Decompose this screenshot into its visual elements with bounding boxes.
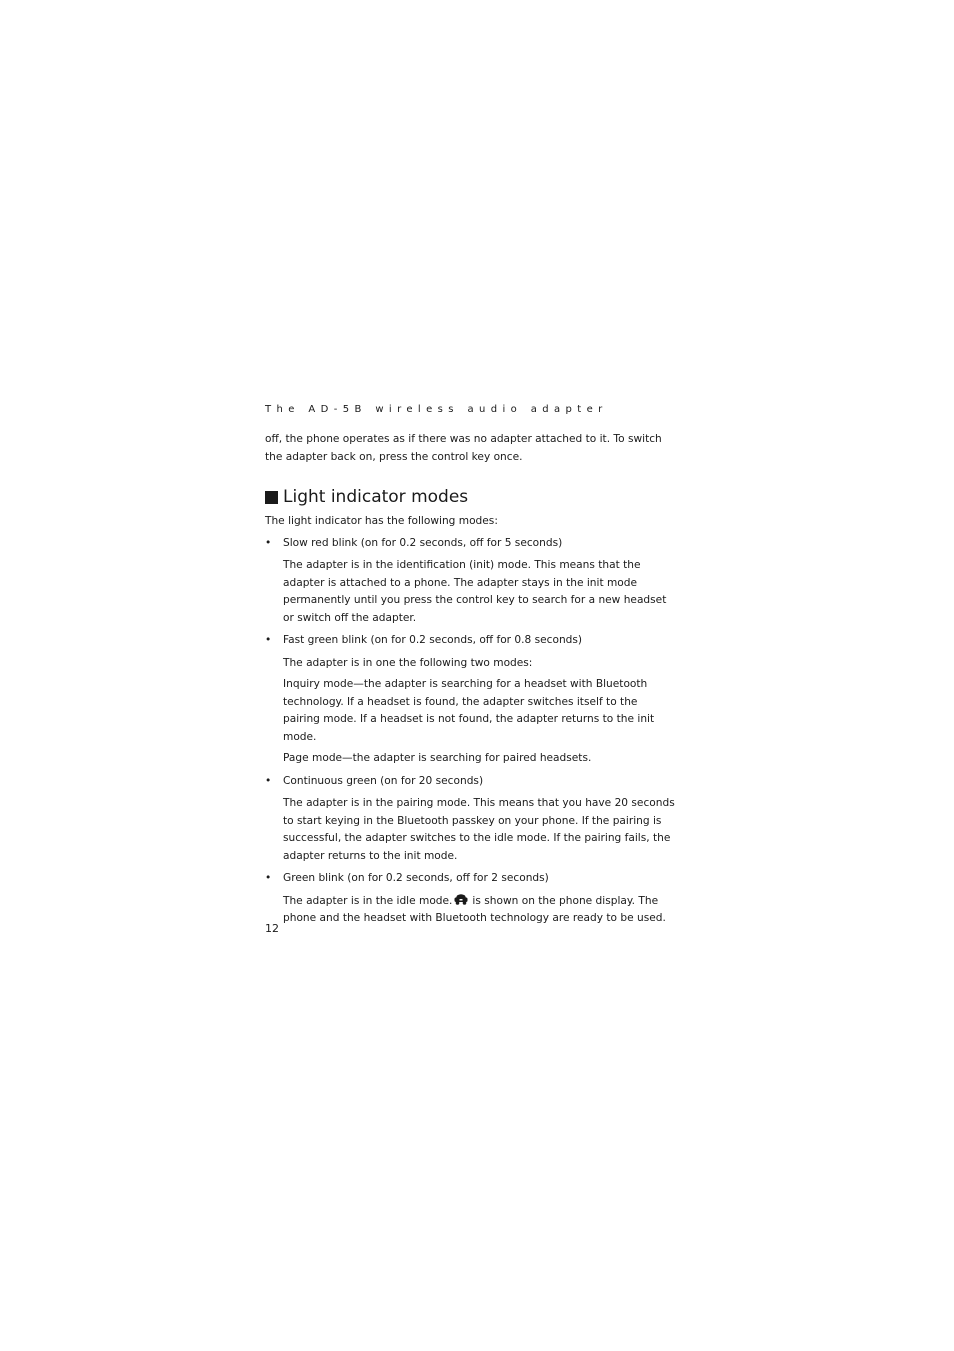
list-item [265,632,677,650]
section-title-text: Light indicator modes [283,487,469,507]
running-header: The AD-5B wireless audio adapter [265,404,608,415]
bullet-icon: • [265,536,272,549]
section-lead: The light indicator has the following modes: [265,515,498,527]
bullet-icon: • [265,872,272,884]
list-item-description: Inquiry mode—the adapter is searching for a headset with Bluetooth technology. If a headset is found, the adapter switches itself to the pairing mode. If a headset is not found, the adapter returns to the init mode. [283,678,655,743]
idle-mode-text: The adapter is in the idle mode. [283,894,453,907]
list-item [265,870,677,888]
intro-paragraph: off, the phone operates as if there was no adapter attached to it. To switch the adapter back on, press the control key once. [265,433,662,463]
heading-square-icon [265,491,278,504]
headset-indicator-icon [454,894,468,905]
list-item-description [265,893,677,928]
list-item-description: The adapter is in the pairing mode. This means that you have 20 seconds to start keying in the Bluetooth passkey on your phone. If the pairing is successful, the adapter switches to the idle mode. If the pairing fails, the adapter returns to the init mode. [283,797,675,862]
list-item-label: Continuous green (on for 20 seconds) [283,774,484,787]
bullet-icon: • [265,634,272,646]
list-item-description: Page mode—the adapter is searching for paired headsets. [283,752,592,764]
page-number: 12 [265,922,279,935]
idle-mode-text-cont: is shown on the phone display. The phone and the headset with Bluetooth technology are ready to be used. [283,894,666,924]
list-item [265,773,677,791]
list-item-label: Slow red blink (on for 0.2 seconds, off for 5 seconds) [283,536,563,549]
list-item-description: The adapter is in the identification (init) mode. This means that the adapter is attached to a phone. The adapter stays in the init mode permanently until you press the control key to search for a new headset or switch off the adapter. [283,559,667,624]
section-heading [265,486,677,508]
list-item-label: Fast green blink (on for 0.2 seconds, off for 0.8 seconds) [283,634,583,646]
bullet-icon: • [265,774,272,787]
list-item-description: The adapter is in one the following two modes: [283,656,533,669]
list-item [265,535,677,553]
page-content [265,431,677,933]
list-item-label: Green blink (on for 0.2 seconds, off for 2 seconds) [283,872,549,884]
